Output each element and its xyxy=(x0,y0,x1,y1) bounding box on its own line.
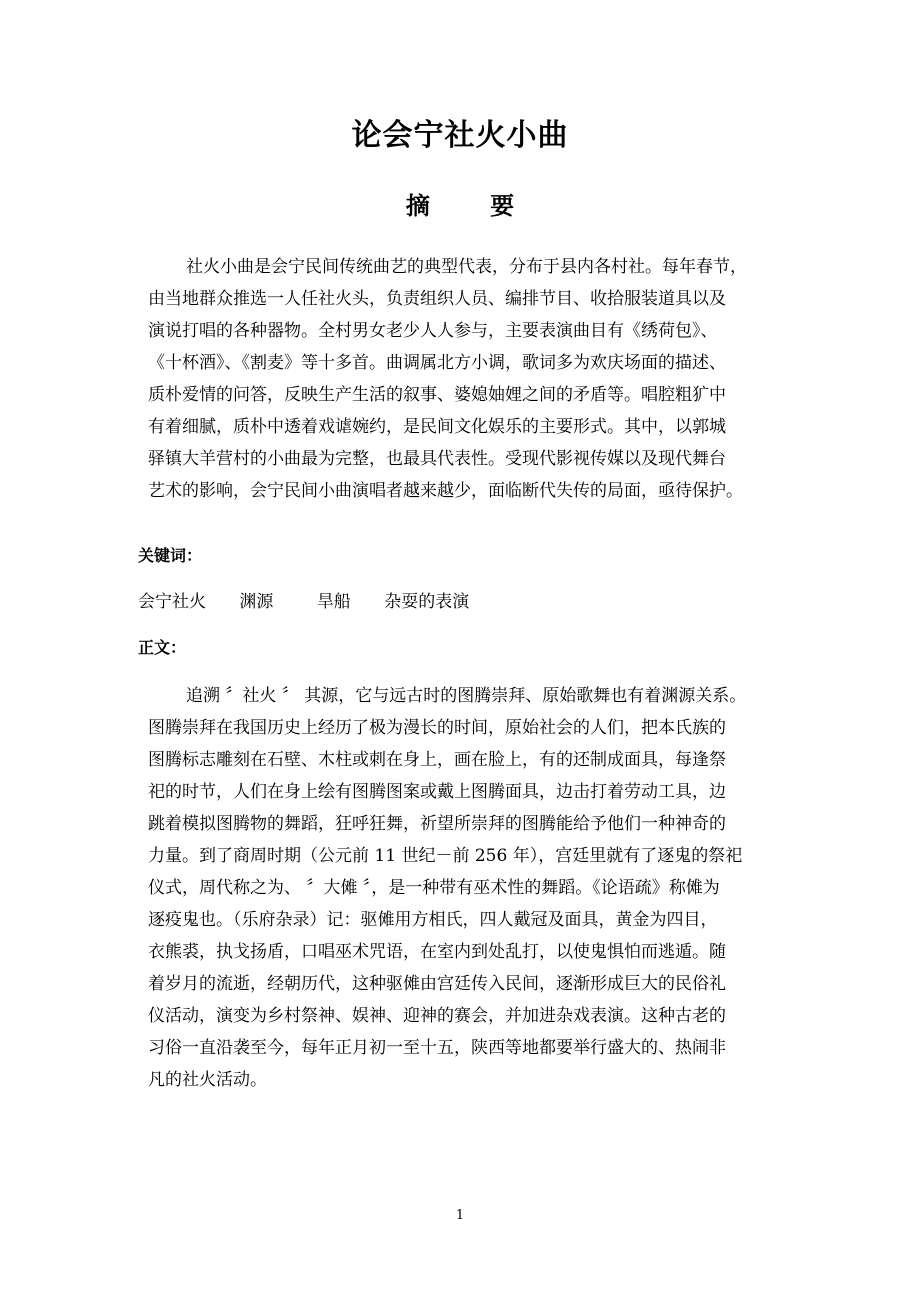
body-line: 衣熊裘，执戈扬盾，口唱巫术咒语，在室内到处乱打，以使鬼惧怕而逃遁。随 xyxy=(148,942,726,962)
keyword: 杂耍的表演 xyxy=(384,592,470,612)
body-line: 仪活动，演变为乡村祭神、娱神、迎神的赛会，并加进杂戏表演。这种古老的 xyxy=(148,1006,726,1026)
body-paragraph xyxy=(148,680,788,1096)
body-line: 追溯 〞社火 〞 其源，它与远古时的图腾崇拜、原始歌舞也有着渊源关系。 xyxy=(186,686,747,706)
keyword: 会宁社火 xyxy=(138,592,206,612)
body-heading: 正文： xyxy=(138,638,187,657)
body-line: 仪式，周代称之为、 〞大傩 〞，是一种带有巫术性的舞蹈。《论语疏》称傩为 xyxy=(148,878,720,898)
page-number: 1 xyxy=(455,1208,465,1223)
abstract-line: 由当地群众推选一人任社火头，负责组织人员、编排节目、收拾服装道具以及 xyxy=(148,289,726,309)
keyword: 旱船 xyxy=(316,592,351,612)
body-line: 祀的时节，人们在身上绘有图腾图案或戴上图腾面具，边击打着劳动工具，边 xyxy=(148,782,726,802)
body-line: 跳着模拟图腾物的舞蹈，狂呼狂舞，祈望所崇拜的图腾能给予他们一种神奇的 xyxy=(148,814,726,834)
abstract-heading: 摘 要 xyxy=(405,192,541,220)
abstract-line: 艺术的影响，会宁民间小曲演唱者越来越少，面临断代失传的局面，亟待保护。 xyxy=(148,481,743,501)
abstract-line: 有着细腻，质朴中透着戏谑婉约，是民间文化娱乐的主要形式。其中，以郭城 xyxy=(148,417,726,437)
keywords-heading: 关键词： xyxy=(138,546,203,565)
body-line: 力量。到了商周时期（公元前 11 世纪－前 256 年），宫廷里就有了逐鬼的祭祀 xyxy=(148,846,743,866)
body-line: 图腾标志雕刻在石壁、木柱或刺在身上，画在脸上，有的还制成面具，每逢祭 xyxy=(148,750,726,770)
abstract-line: 《十杯酒》、《割麦》等十多首。曲调属北方小调，歌词多为欢庆场面的描述、 xyxy=(148,353,726,373)
keywords-list xyxy=(138,588,469,616)
abstract-line: 质朴爱情的问答，反映生产生活的叙事、婆媳妯娌之间的矛盾等。唱腔粗犷中 xyxy=(148,385,726,405)
body-line: 凡的社火活动。 xyxy=(148,1070,267,1090)
abstract-paragraph xyxy=(148,251,788,507)
body-line: 习俗一直沿袭至今，每年正月初一至十五，陕西等地都要举行盛大的、热闹非 xyxy=(148,1038,726,1058)
abstract-line: 演说打唱的各种器物。全村男女老少人人参与，主要表演曲目有《绣荷包》、 xyxy=(148,321,718,341)
abstract-line: 社火小曲是会宁民间传统曲艺的典型代表，分布于县内各村社。每年春节， xyxy=(186,257,747,277)
body-line: 图腾崇拜在我国历史上经历了极为漫长的时间，原始社会的人们，把本氏族的 xyxy=(148,718,726,738)
document-title: 论会宁社火小曲 xyxy=(351,118,569,153)
body-line: 逐疫鬼也。（乐府杂录）记：驱傩用方相氏，四人戴冠及面具，黄金为四目， xyxy=(148,910,718,930)
keyword: 渊源 xyxy=(239,592,274,612)
abstract-line: 驿镇大羊营村的小曲最为完整，也最具代表性。受现代影视传媒以及现代舞台 xyxy=(148,449,726,469)
body-line: 着岁月的流逝，经朝历代，这种驱傩由宫廷传入民间，逐渐形成巨大的民俗礼 xyxy=(148,974,726,994)
